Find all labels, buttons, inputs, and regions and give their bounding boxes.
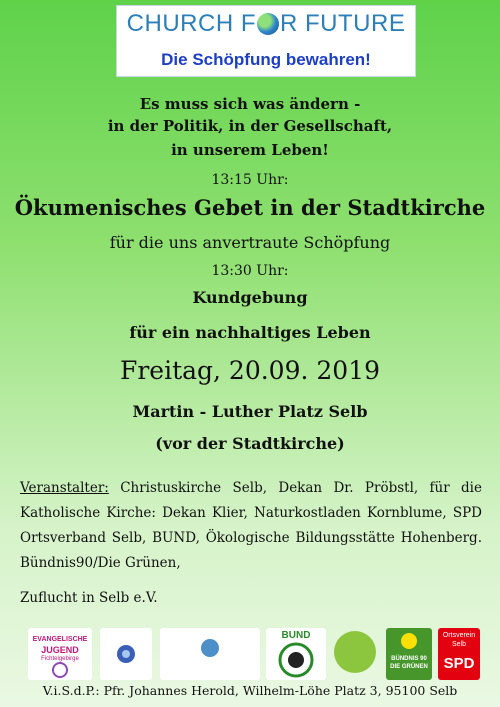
intro-line-1: Es muss sich was ändern - xyxy=(139,95,361,113)
flower-icon xyxy=(114,642,138,666)
event-location-note: (vor der Stadtkirche) xyxy=(155,434,345,453)
kornblume-logo xyxy=(100,628,152,680)
bund-text: BUND xyxy=(281,630,311,641)
bildungsstaette-logo xyxy=(332,628,378,680)
event-location: Martin - Luther Platz Selb xyxy=(132,402,368,421)
gruene-line1: BÜNDNIS 90 xyxy=(391,656,427,662)
spd-main: SPD xyxy=(443,655,475,672)
zuflucht-logo xyxy=(160,628,260,680)
footer-imprint: V.i.S.d.P.: Pfr. Johannes Herold, Wilhelm-Löhe Platz 3, 95100 Selb xyxy=(42,683,458,698)
bund-circle-icon xyxy=(278,642,314,678)
bildungsstaette-icon xyxy=(332,628,378,674)
organizers-block xyxy=(20,476,482,576)
logo-title xyxy=(117,10,415,38)
logo-title-left: CHURCH F xyxy=(126,10,256,37)
organizers-text: Christuskirche Selb, Dekan Dr. Pröbstl, für die Katholische Kirche: Dekan Klier, Naturkostladen Kornblume, SPD Ortsverband Selb, BUND, Ökologische Bildungsstätte Hohenberg. Bündnis90/Die Grünen, xyxy=(20,480,482,571)
logo-subtitle: Die Schöpfung bewahren! xyxy=(161,50,371,69)
organizers-label: Veranstalter: xyxy=(20,480,109,496)
ej-line2: JUGEND xyxy=(41,645,79,655)
sponsor-logos xyxy=(0,628,500,683)
event1-subtitle: für die uns anvertraute Schöpfung xyxy=(109,233,391,252)
event1-time: 13:15 Uhr: xyxy=(211,172,289,188)
church-for-future-logo xyxy=(116,5,416,77)
sunflower-icon xyxy=(398,630,420,652)
evangelische-jugend-logo xyxy=(28,628,92,680)
spd-top1: Ortsverein xyxy=(442,632,476,639)
event2-title: Kundgebung xyxy=(192,288,308,307)
event2-time: 13:30 Uhr: xyxy=(211,263,289,279)
intro-line-2: in der Politik, in der Gesellschaft, xyxy=(107,117,393,135)
organizers-last-line: Zuflucht in Selb e.V. xyxy=(20,590,158,606)
gruene-line2: DIE GRÜNEN xyxy=(390,664,428,670)
event2-subtitle: für ein nachhaltiges Leben xyxy=(129,323,371,342)
globe-icon xyxy=(257,13,279,35)
intro-line-3: in unserem Leben! xyxy=(171,141,329,159)
event-date: Freitag, 20.09. 2019 xyxy=(119,356,381,385)
gruene-logo xyxy=(386,628,432,680)
bund-logo xyxy=(266,628,326,680)
ej-line1: EVANGELISCHE xyxy=(32,636,88,643)
spd-logo xyxy=(438,628,480,680)
zuflucht-icon xyxy=(198,636,222,660)
event1-title: Ökumenisches Gebet in der Stadtkirche xyxy=(14,195,486,220)
ej-line3: Fichtelgebirge xyxy=(41,656,79,662)
spd-top2: Selb xyxy=(451,641,466,648)
logo-title-right: R FUTURE xyxy=(280,10,406,37)
ej-circle-icon xyxy=(50,662,70,678)
